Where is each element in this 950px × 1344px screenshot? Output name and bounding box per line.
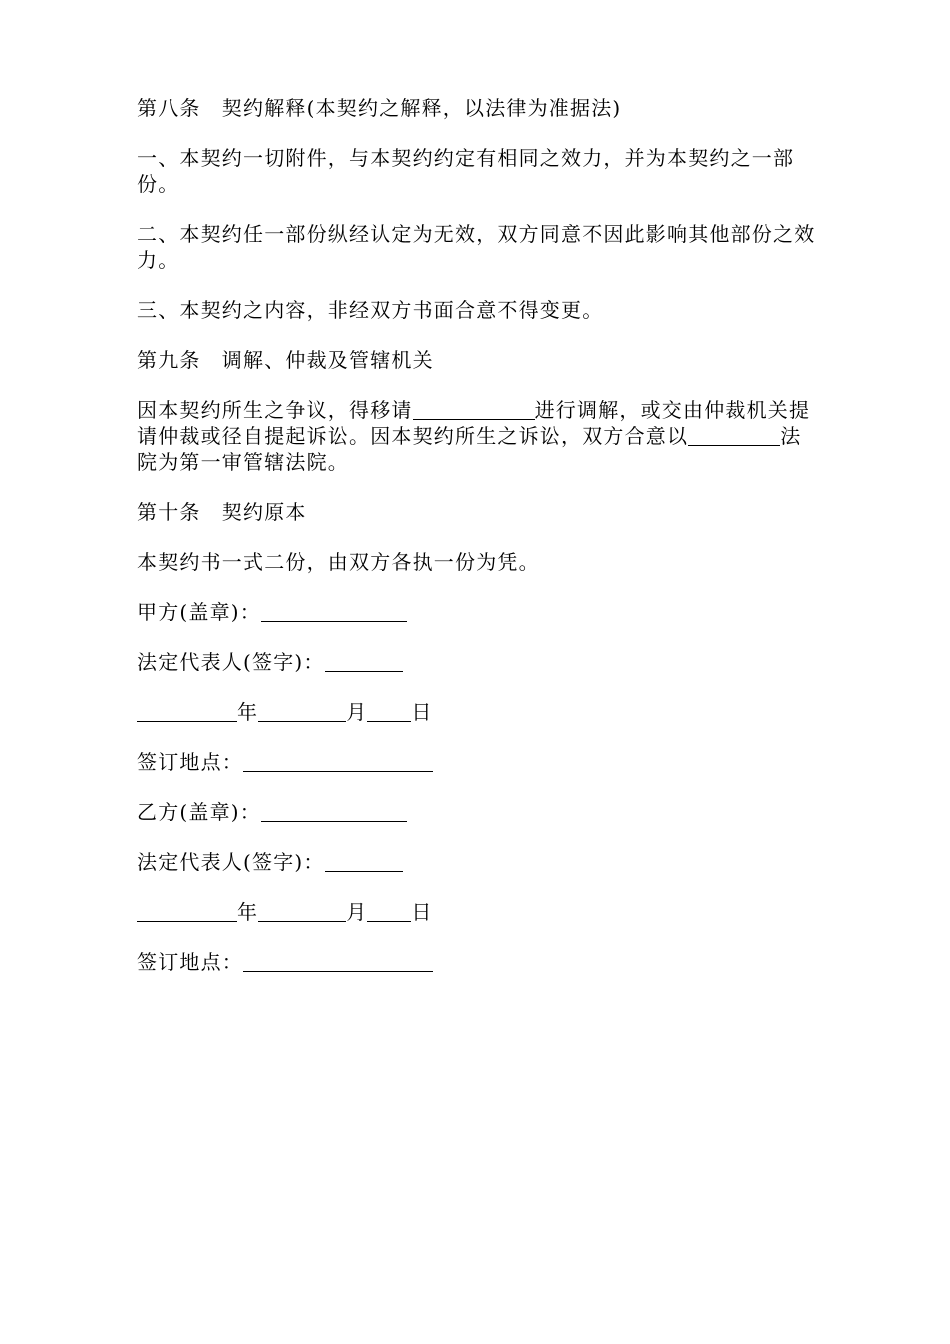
article-9-body xyxy=(137,397,817,475)
party-b-year-blank xyxy=(137,901,237,922)
article-8-clause-1: 一、本契约一切附件，与本契约约定有相同之效力，并为本契约之一部份。 xyxy=(137,146,795,196)
party-b-month-blank xyxy=(258,901,346,922)
party-a-place-line xyxy=(137,749,817,775)
party-a-rep-blank xyxy=(325,651,403,672)
party-b-date-line xyxy=(137,899,817,925)
party-b-rep-line xyxy=(137,849,817,875)
party-b-seal-line xyxy=(137,799,817,825)
party-a-place-blank xyxy=(243,751,433,772)
party-b-place-blank xyxy=(243,951,433,972)
article-10-heading: 第十条 契约原本 xyxy=(137,500,307,524)
document-body xyxy=(137,95,817,999)
party-b-seal-blank xyxy=(261,801,407,822)
party-b-year-label: 年 xyxy=(237,900,259,924)
party-a-place-label: 签订地点： xyxy=(137,750,243,774)
court-blank-end xyxy=(688,425,728,446)
party-a-rep-line xyxy=(137,649,817,675)
party-b-month-label: 月 xyxy=(346,900,368,924)
article-8-clause-2: 二、本契约任一部份纵经认定为无效，双方同意不因此影响其他部份之效力。 xyxy=(137,222,816,272)
mediation-text-2: 进行调解，或交由仲裁机关提请仲裁或径自提起诉讼。因本契约所生之诉讼，双方合意以 xyxy=(137,398,811,448)
party-a-rep-label: 法定代表人(签字)： xyxy=(137,650,325,674)
party-a-seal-label: 甲方(盖章)： xyxy=(137,600,262,624)
party-a-year-label: 年 xyxy=(237,700,259,724)
party-a-date-line xyxy=(137,699,817,725)
party-a-day-label: 日 xyxy=(411,700,433,724)
party-a-day-blank xyxy=(367,701,411,722)
article-9-heading: 第九条 调解、仲裁及管辖机关 xyxy=(137,348,434,372)
party-a-month-blank xyxy=(258,701,346,722)
party-b-rep-blank xyxy=(325,851,403,872)
party-b-rep-label: 法定代表人(签字)： xyxy=(137,850,325,874)
mediation-body-blank xyxy=(413,399,535,420)
party-b-seal-label: 乙方(盖章)： xyxy=(137,800,262,824)
party-a-year-blank xyxy=(137,701,237,722)
party-a-month-label: 月 xyxy=(346,700,368,724)
mediation-text-3: 法院为第一审管辖法院。 xyxy=(137,424,802,474)
party-b-place-line xyxy=(137,949,817,975)
mediation-text-1: 因本契约所生之争议，得移请 xyxy=(137,398,413,422)
party-b-place-label: 签订地点： xyxy=(137,950,243,974)
party-b-day-label: 日 xyxy=(411,900,433,924)
party-b-day-blank xyxy=(367,901,411,922)
article-8-clause-3: 三、本契约之内容，非经双方书面合意不得变更。 xyxy=(137,298,604,322)
article-10-body: 本契约书一式二份，由双方各执一份为凭。 xyxy=(137,550,540,574)
party-a-seal-line xyxy=(137,599,817,625)
court-blank xyxy=(728,425,780,446)
party-a-seal-blank xyxy=(261,601,407,622)
article-8-heading: 第八条 契约解释(本契约之解释，以法律为准据法) xyxy=(137,96,622,120)
